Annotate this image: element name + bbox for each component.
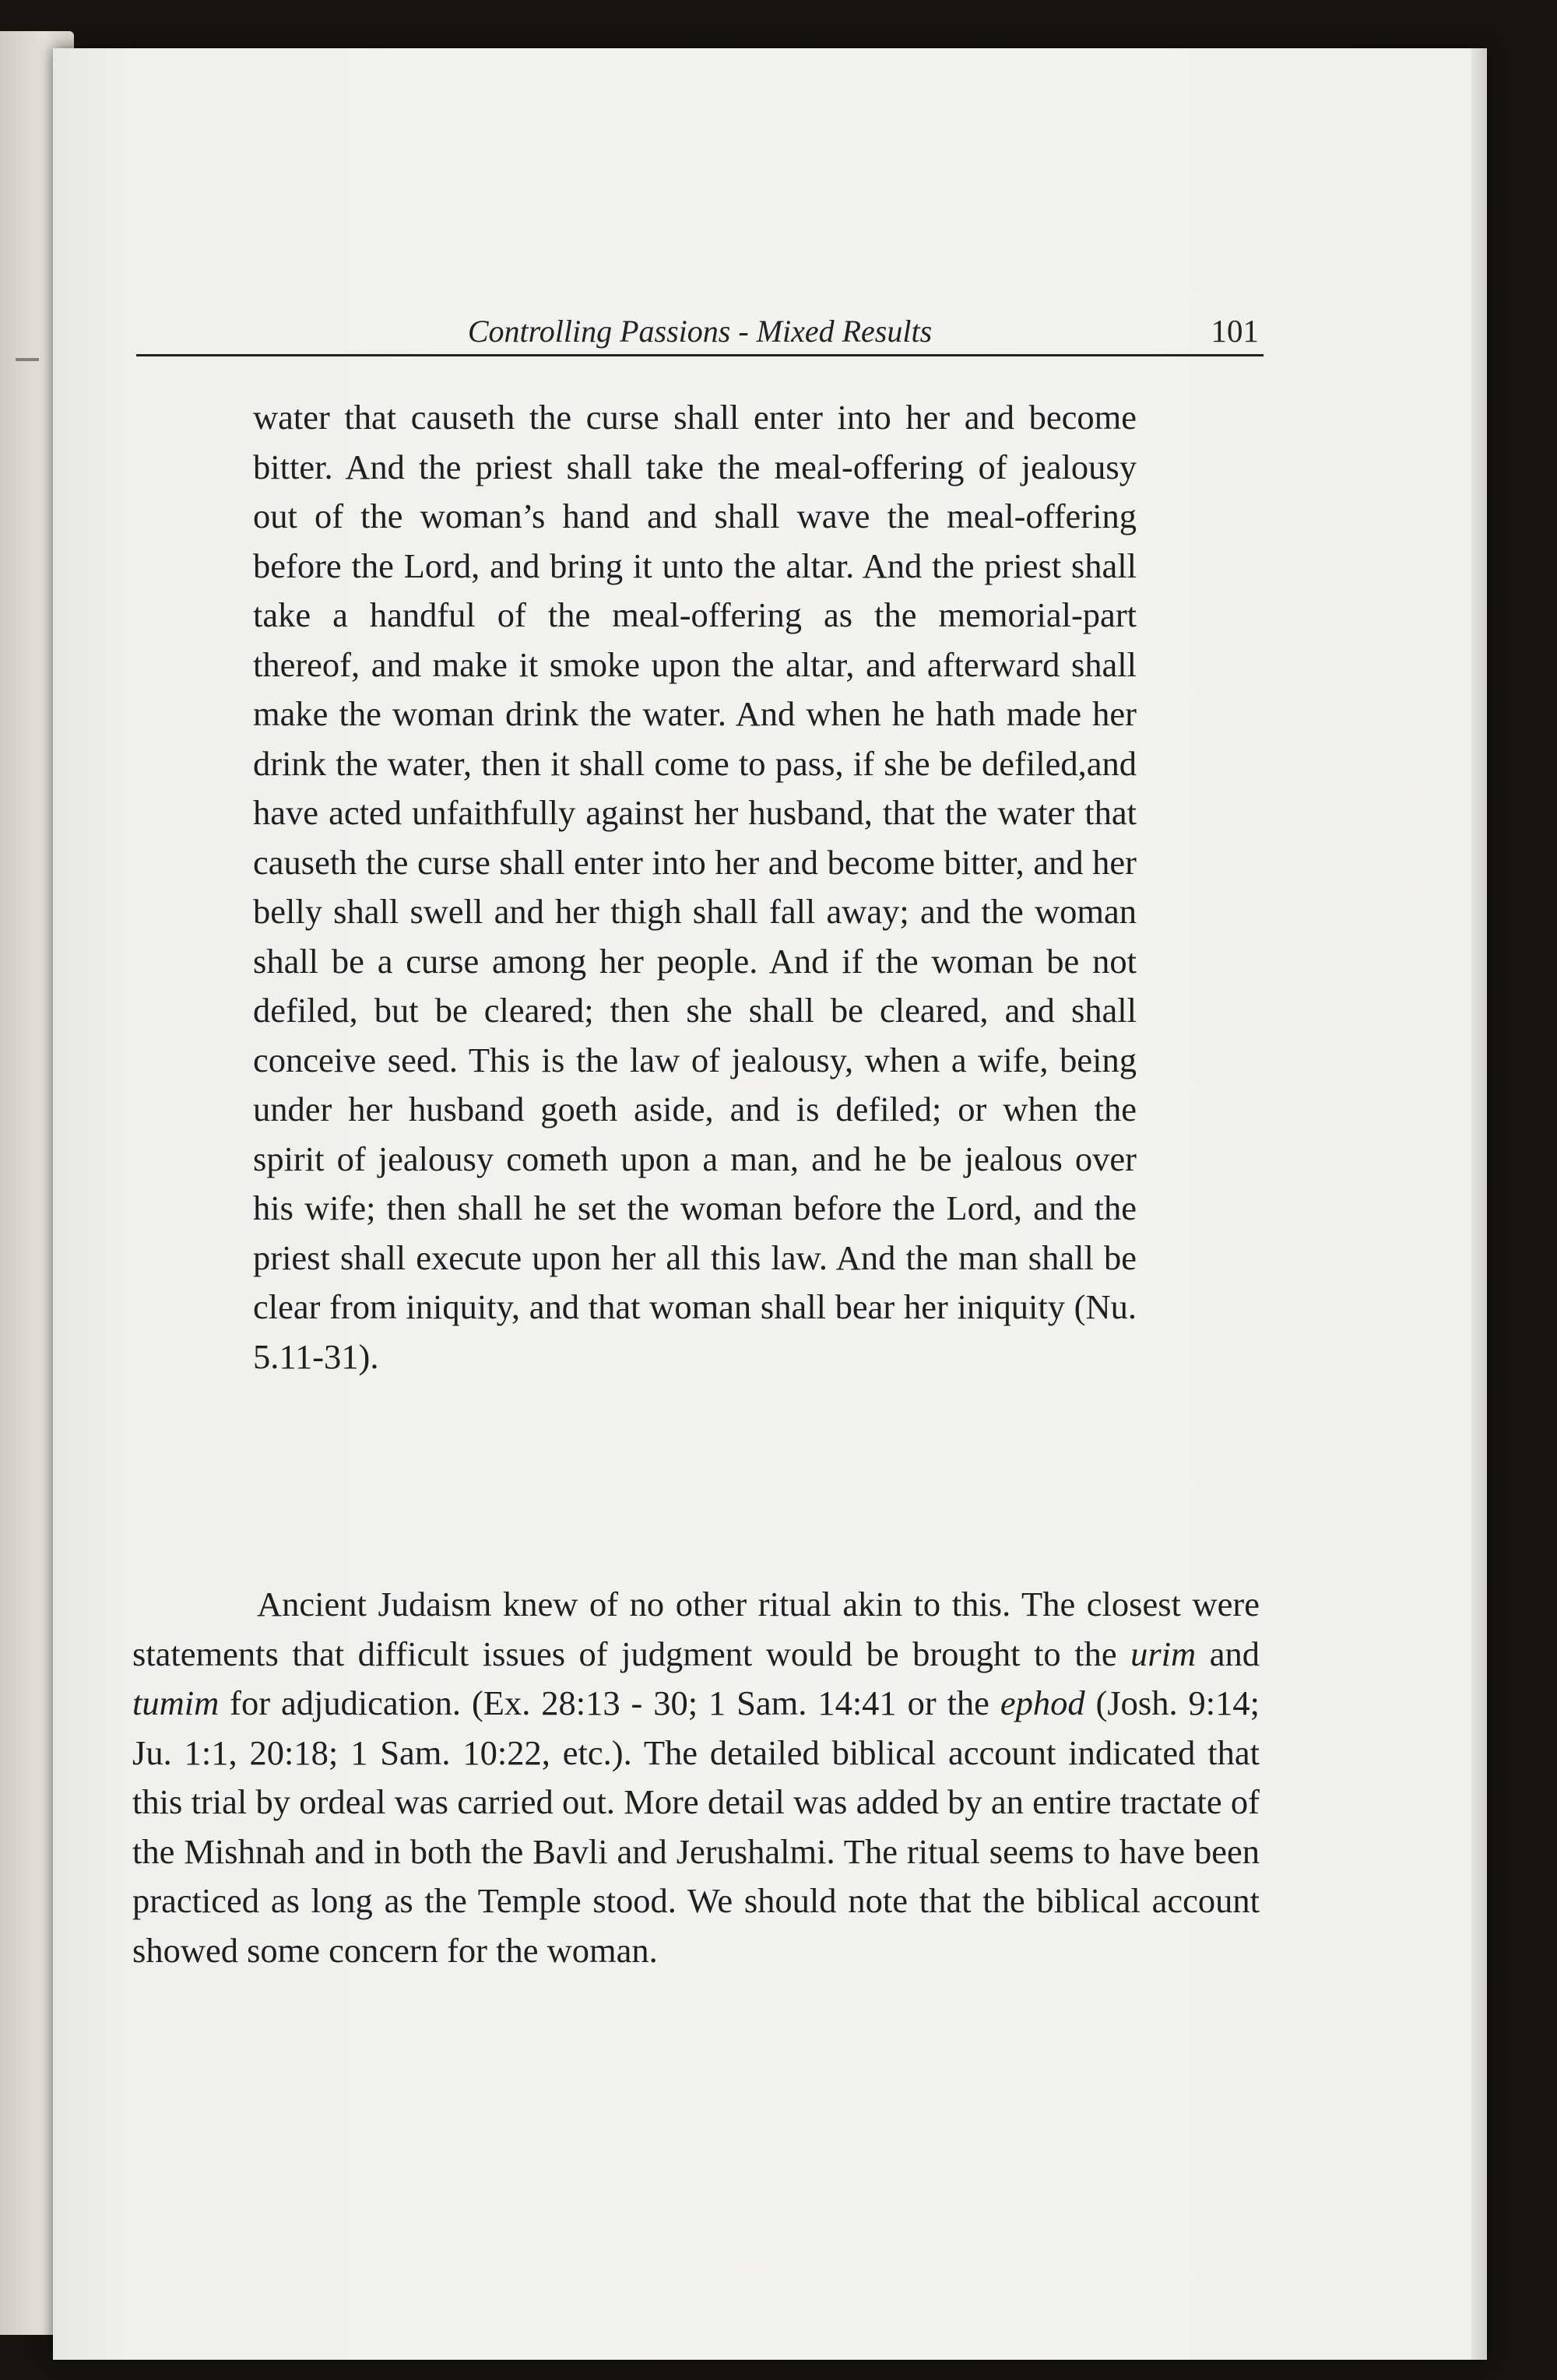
term-urim: urim	[1130, 1634, 1197, 1673]
page-edge	[1471, 48, 1487, 2360]
paragraph-text: (Josh. 9:14; Ju. 1:1, 20:18; 1 Sam. 10:22, etc.). The detailed biblical account indicated that this trial by ordeal was carried out. More detail was added by an entire tractate of the Mishnah and in both the Bavli and Jerushalmi. The ritual seems to have been practiced as long as the Temple stood. We should note that the biblical account showed some concern for the woman.	[132, 1683, 1260, 1970]
page-number: 101	[1211, 313, 1259, 349]
block-quote: water that causeth the curse shall enter into her and become bitter. And the priest shall take the meal-offering of jealousy out of the woman’s hand and shall wave the meal-offering before the Lord, and bring it unto the altar. And the priest shall take a handful of the meal-offering as the memorial-part thereof, and make it smoke upon the altar, and afterward shall make the woman drink the water. And when he hath made her drink the water, then it shall come to pass, if she be defiled,and have acted unfaithfully against her husband, that the water that causeth the curse shall enter into her and become bitter, and her belly shall swell and her thigh shall fall away; and the woman shall be a curse among her people. And if the woman be not defiled, but be cleared; then she shall be cleared, and shall conceive seed. This is the law of jealousy, when a wife, being under her husband goeth aside, and is defiled; or when the spirit of jealousy cometh upon a man, and he be jealous over his wife; then shall he set the woman before the Lord, and the priest shall execute upon her all this law. And the man shall be clear from iniquity, and that woman shall bear her iniquity (Nu. 5.11-31).	[253, 398, 1137, 1376]
left-page-mark	[16, 358, 39, 361]
running-header	[136, 307, 1264, 356]
running-title: Controlling Passions - Mixed Results	[467, 314, 933, 349]
paragraph-text: Ancient Judaism knew of no other ritual akin to this. The closest were statements that difficult issues of judgment would be brought to the	[132, 1585, 1260, 1673]
paragraph-text: and	[1196, 1634, 1260, 1673]
term-ephod: ephod	[1000, 1683, 1085, 1722]
body-paragraph	[132, 1580, 1260, 1975]
paragraph-text: for adjudication. (Ex. 28:13 - 30; 1 Sam. 14:41 or the	[219, 1683, 1000, 1722]
term-tumim: tumim	[132, 1683, 220, 1722]
